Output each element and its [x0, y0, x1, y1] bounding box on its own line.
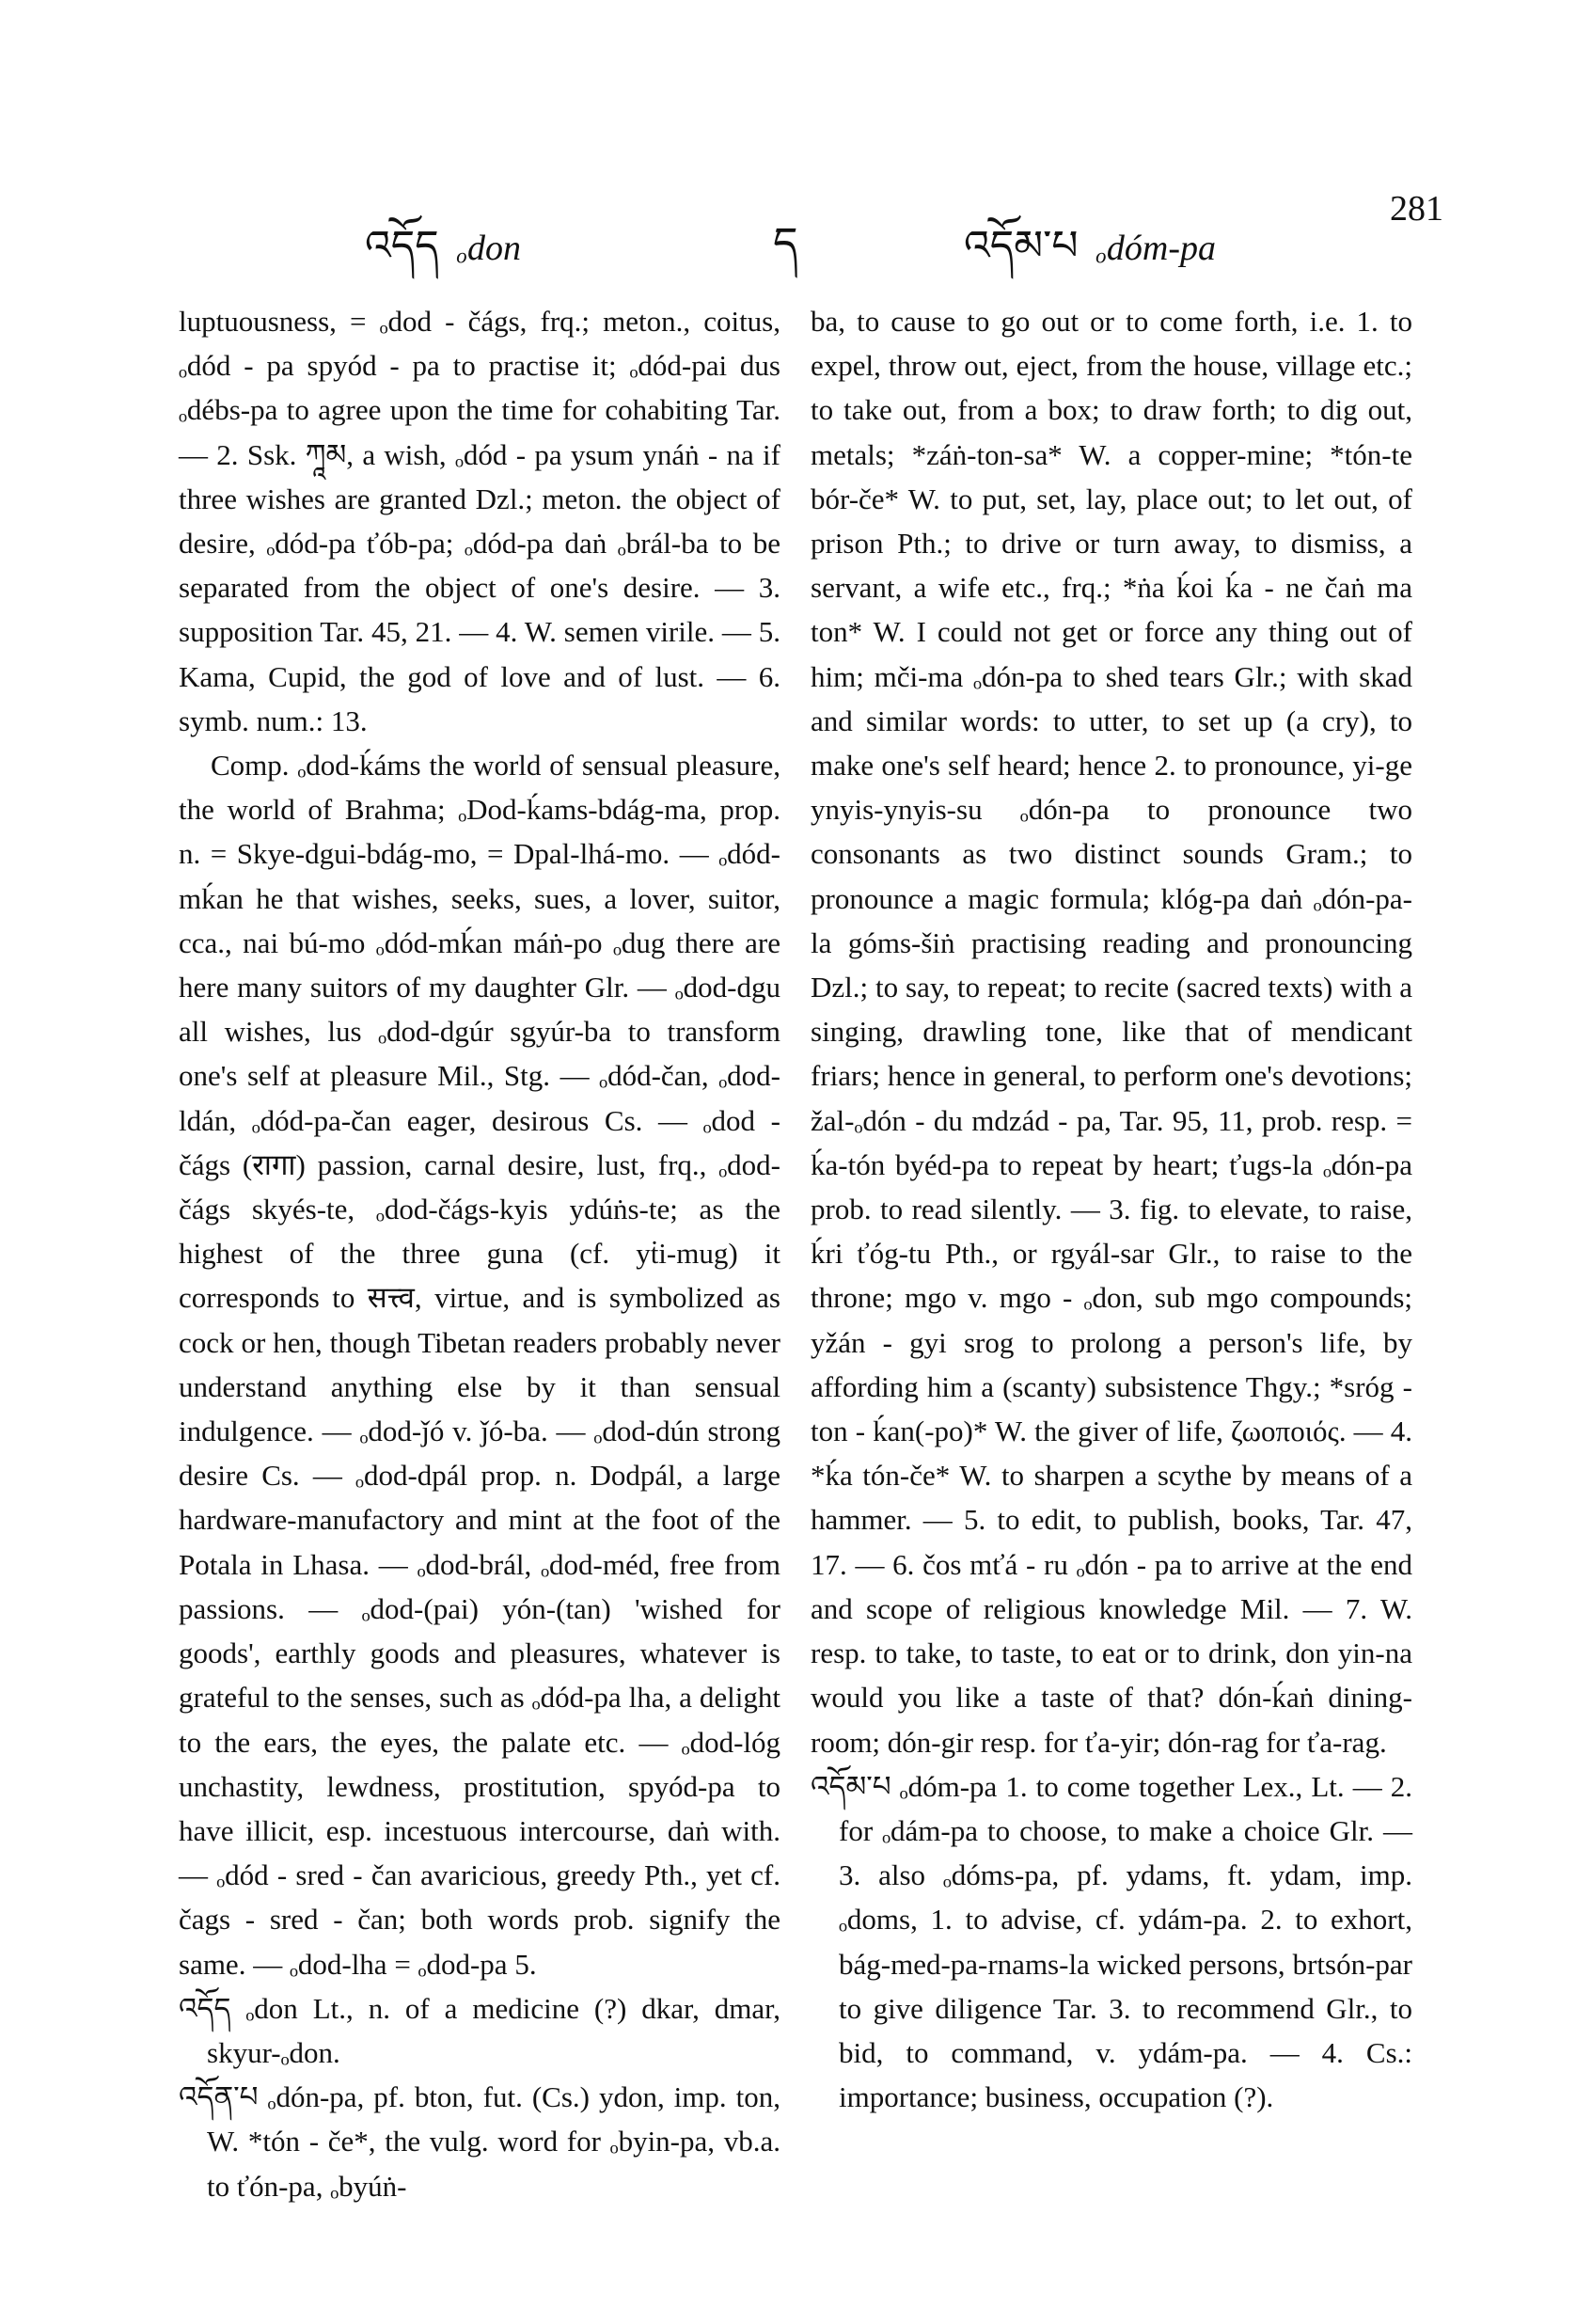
entry-don: འདོད ₒdon Lt., n. of a medicine (?) dkar, dmar, skyur-ₒdon. — [179, 1991, 780, 2069]
entry-don-pa-continuation: ba, to cause to go out or to come forth, i.e. 1. to expel, throw out, eject, from the house, village etc.; to take out, from a box; to draw forth; to dig out, metals; *záṅ-ton-sa* W. a copper-mine; *tón-te bór-če* W. to put, set, lay, place out; to let out, of prison Pth.; to drive or turn away, to dismiss, a servant, a wife etc., frq.; *ṅa ḱoi ḱa - ne čaṅ ma ton* W. I could not get or force any thing out of him; mči-ma ₒdón-pa to shed tears Glr.; with skad and similar words: to utter, to set up (a cry), to make one's self heard; hence 2. to pronounce, yi-ge ynyis-ynyis-su ₒdón-pa to pronounce two consonants as two distinct sounds Gram.; to pronounce a magic formula; klóg-pa daṅ ₒdón-pa-la góms-šiṅ practising reading and pronouncing Dzl.; to say, to repeat; to recite (sacred texts) with a singing, drawling tone, like that of mendicant friars; hence in general, to perform one's devotions; žal-ₒdón - du mdzád - pa, Tar. 95, 11, prob. resp. = ḱa-tón byéd-pa to repeat by heart; ťugs-la ₒdón-pa prob. to read silently. — 3. fig. to elevate, to raise, ḱri ťóg-tu Pth., or rgyál-sar Glr., to raise to the throne; mgo v. mgo - ₒdon, sub mgo compounds; yžán - gyi srog to prolong a person's life, by affording him a (scanty) subsistence Thgy.; *sróg - ton - ḱan(-po)* W. the giver of life, ζωοποιός. — 4. *ḱa tón-če* W. to sharpen a scythe by means of a hammer. — 5. to edit, to publish, books, Tar. 47, 17. — 6. čos mťá - ru ₒdón - pa to arrive at the end and scope of religious knowledge Mil. — 7. W. resp. to take, to taste, to eat or to drink, don yin-na would you like a taste of that? dón-ḱaṅ dining-room; dón-gir resp. for ťa-yir; dón-rag for ťa-rag. — [811, 305, 1412, 1759]
running-header — [0, 181, 1576, 269]
compounds-paragraph: Comp. ₒdod-ḱáms the world of sensual pleasure, the world of Brahma; ₒDod-ḱams-bdág-ma, prop. n. = Skye-dgui-bdág-mo, = Dpal-lhá-mo. — ₒdód-mḱan he that wishes, seeks, sues, a lover, suitor, cca., nai bú-mo ₒdód-mḱan máṅ-po ₒdug there are here many suitors of my daughter Glr. — ₒdod-dgu all wishes, lus ₒdod-dgúr sgyúr-ba to transform one's self at pleasure Mil., Stg. — ₒdód-čan, ₒdod-ldán, ₒdód-pa-čan eager, desirous Cs. — ₒdod - čágs (रागा) passion, carnal desire, lust, frq., ₒdod-čágs skyés-te, ₒdod-čágs-kyis ydúṅs-te; as the highest of the three guna (cf. yṫi-mug) it corresponds to सत्त्व, virtue, and is symbolized as cock or hen, though Tibetan readers probably never understand anything else by it than sensual indulgence. — ₒdod-ǰó v. ǰó-ba. — ₒdod-dún strong desire Cs. — ₒdod-dpál prop. n. Dodpál, a large hardware-manufactory and mint at the foot of the Potala in Lhasa. — ₒdod-brál, ₒdod-méd, free from passions. — ₒdod-(pai) yón-(tan) 'wished for goods', earthly goods and pleasures, whatever is grateful to the senses, such as ₒdód-pa lha, a delight to the ears, the eyes, the palate etc. — ₒdod-lóg unchastity, lewdness, prostitution, spyód-pa to have illicit, esp. incestuous intercourse, daṅ with. — ₒdód - sred - čan avaricious, greedy Pth., yet cf. čags - sred - čan; both words prob. signify the same. — ₒdod-lha = ₒdod-pa 5. — [179, 749, 780, 1981]
left-headword-transliteration: ₒdon — [457, 229, 522, 268]
right-headword-tibetan: འདོམ་པ — [964, 223, 1079, 269]
right-column — [811, 299, 1412, 2119]
right-headword-transliteration: ₒdóm-pa — [1096, 229, 1216, 268]
entry-don-pa: འདོན་པ ₒdón-pa, pf. bton, fut. (Cs.) ydon, imp. ton, W. *tón - če*, the vulg. word for ₒbyin-pa, vb.a. to ťón-pa, ₒbyúṅ- — [179, 2080, 780, 2203]
section-letter: ད — [773, 219, 798, 267]
entry-dom-pa: འདོམ་པ ₒdóm-pa 1. to come together Lex., Lt. — 2. for ₒdám-pa to choose, to make a choice Glr. — 3. also ₒdóms-pa, pf. ydams, ft. ydam, imp. ₒdoms, 1. to advise, cf. ydám-pa. 2. to exhort, bág-med-pa-rnams-la wicked persons, brtsón-par to give diligence Tar. 3. to recommend Glr., to bid, to command, v. ydám-pa. — 4. Cs.: importance; business, occupation (?). — [811, 1769, 1412, 2114]
left-column — [179, 299, 780, 2208]
page-number: 281 — [1390, 189, 1443, 229]
entry-continuation: luptuousness, = ₒdod - čágs, frq.; meton., coitus, ₒdód - pa spyód - pa to practise it; ₒdód-pai dus ₒdébs-pa to agree upon the time for cohabiting Tar. — 2. Ssk. ཀཱམ, a wish, ₒdód - pa ysum ynáṅ - na if three wishes are granted Dzl.; meton. the object of desire, ₒdód-pa ťób-pa; ₒdód-pa daṅ ₒbrál-ba to be separated from the object of one's desire. — 3. supposition Tar. 45, 21. — 4. W. semen virile. — 5. Kama, Cupid, the god of love and of lust. — 6. symb. num.: 13. — [179, 305, 780, 737]
left-headword-tibetan: འདོད — [365, 223, 439, 269]
